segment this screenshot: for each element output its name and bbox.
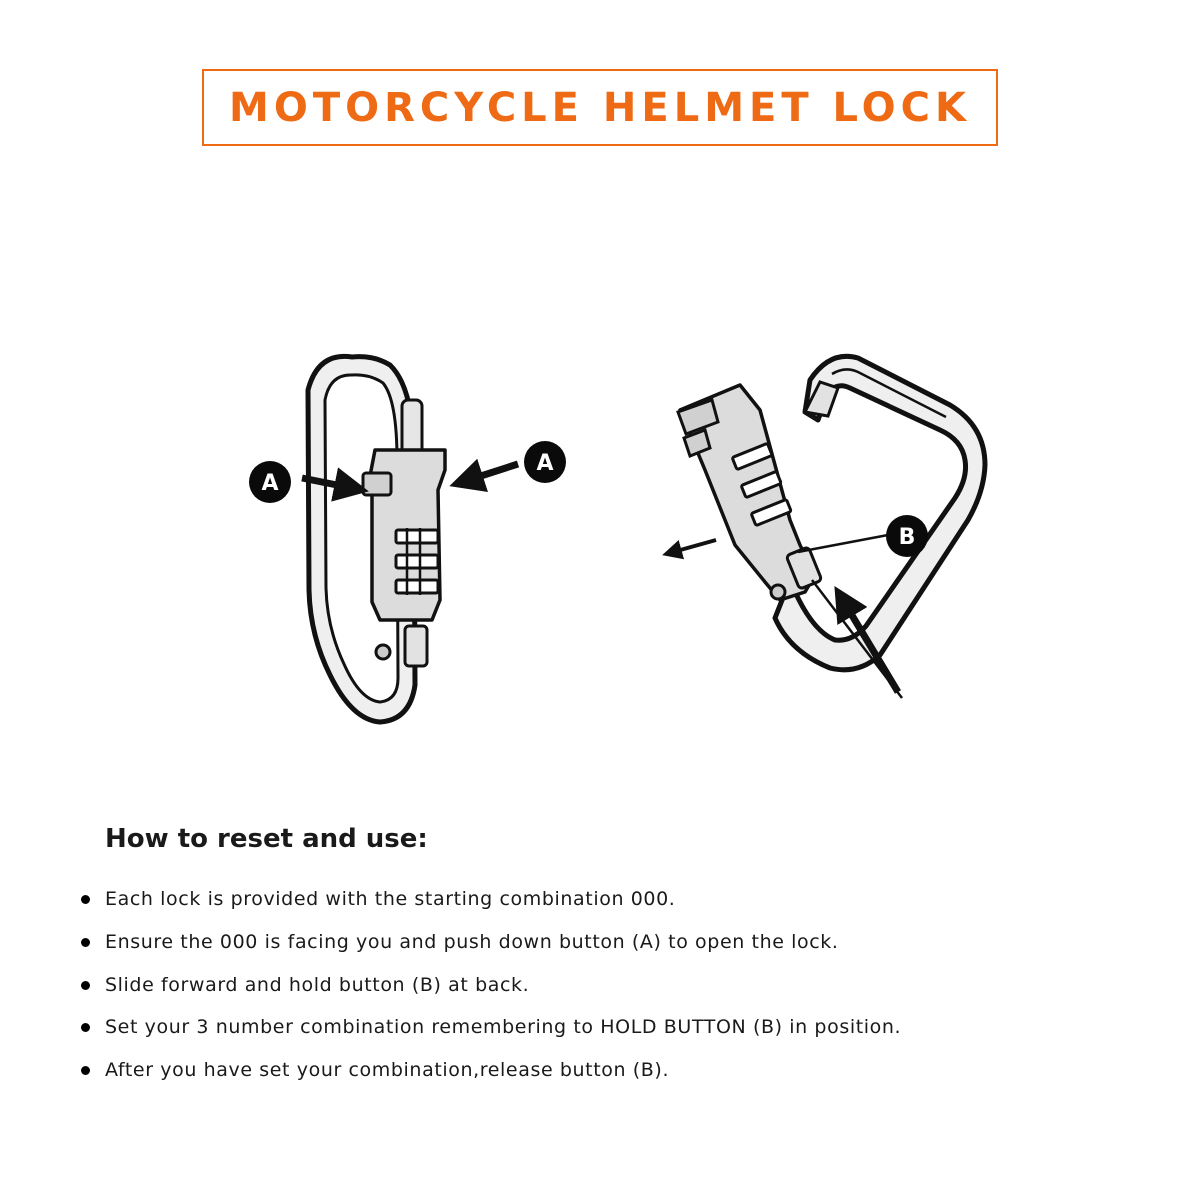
list-item [78,966,1138,1009]
list-item [78,1051,1138,1094]
callout-a-left-label: A [261,471,279,496]
list-item [78,880,1138,923]
callout-b [886,515,928,557]
right-carabiner [775,356,985,669]
right-arrow-a [456,464,518,484]
callout-a-right-label: A [536,451,554,476]
callout-a-left [249,461,291,503]
list-item-text: After you have set your combination,release button (B). [105,1059,670,1081]
page-title: MOTORCYCLE HELMET LOCK [229,84,971,131]
bullet-icon [81,981,90,990]
list-item-text: Ensure the 000 is facing you and push down button (A) to open the lock. [105,930,839,953]
list-item [78,1008,1138,1051]
right-lock-body [678,385,822,600]
title-box [202,69,998,146]
bullet-icon [81,1023,90,1032]
list-item-text: Set your 3 number combination remembering to HOLD BUTTON (B) in position. [105,1016,902,1039]
lock-diagram [0,330,1200,730]
bullet-icon [81,895,90,904]
list-item-text: Each lock is provided with the starting combination 000. [105,888,676,910]
list-item [78,923,1138,966]
callout-b-label: B [898,525,916,550]
list-item-text: Slide forward and hold button (B) at back. [105,973,530,996]
bullet-icon [81,938,90,947]
lock-illustration [0,330,1200,730]
slide-direction-arrow [666,540,716,554]
bullet-icon [81,1066,90,1075]
instructions-list [78,880,1138,1094]
instructions-heading: How to reset and use: [105,824,428,854]
callout-a-right [524,441,566,483]
